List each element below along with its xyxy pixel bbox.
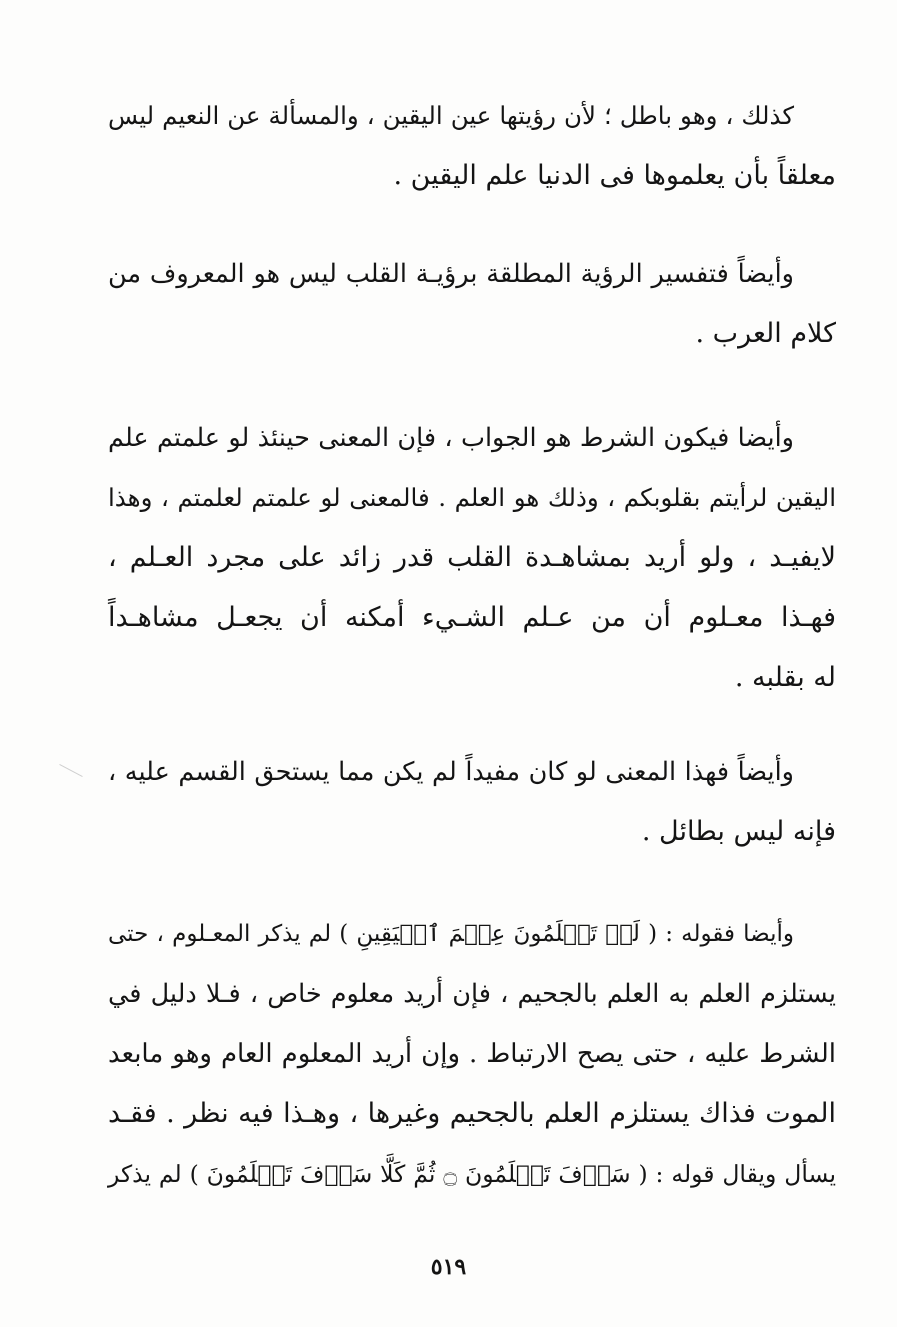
text-line: كلام العرب . — [695, 318, 836, 349]
text-line: فإنه ليس بطائل . — [641, 816, 836, 847]
text-line: لايفيـد ، ولو أريد بمشاهـدة القلب قدر زائد على مجرد العـلم ، — [108, 542, 836, 573]
scan-mark — [59, 764, 82, 777]
paragraph-4 — [108, 742, 836, 862]
paragraph-5 — [108, 904, 836, 1204]
text-line: له بقلبه . — [734, 662, 836, 693]
text-line: الشرط عليه ، حتى يصح الارتباط . وإن أريد المعلوم العام وهو مابعد — [108, 1039, 836, 1069]
text-line: وأيضاً فهذا المعنى لو كان مفيداً لم يكن مما يستحق القسم عليه ، — [108, 757, 794, 787]
text-line: الموت فذاك يستلزم العلم بالجحيم وغيرها ، وهـذا فيه نظر . فقـد — [108, 1098, 836, 1129]
text-line: اليقين لرأيتم بقلوبكم ، وذلك هو العلم . فالمعنى لو علمتم لعلمتم ، وهذا — [108, 483, 836, 512]
text-line: وأيضاً فتفسير الرؤية المطلقة برؤيـة القلب ليس هو المعروف من — [108, 259, 794, 289]
paragraph-1 — [108, 86, 836, 206]
paragraph-3 — [108, 408, 836, 708]
paragraph-2 — [108, 244, 836, 364]
page-number: ٥١٩ — [430, 1254, 467, 1280]
text-line: وأيضا فيكون الشرط هو الجواب ، فإن المعنى حينئذ لو علمتم علم — [108, 423, 794, 453]
text-line: يستلزم العلم به العلم بالجحيم ، فإن أريد معلوم خاص ، فـلا دليل في — [108, 979, 836, 1009]
text-line: وأيضا فقوله : ( لَوۡ تَعۡلَمُونَ عِلۡمَ ٱلۡيَقِينِ ) لم يذكر المعـلوم ، حتى — [108, 921, 794, 947]
text-line: كذلك ، وهو باطل ؛ لأن رؤيتها عين اليقين ، والمسألة عن النعيم ليس — [108, 101, 794, 130]
text-line: يسأل ويقال قوله : ( سَوۡفَ تَعۡلَمُونَ ۝ ثُمَّ كَلَّا سَوۡفَ تَعۡلَمُونَ ) لم يذكر — [108, 1160, 836, 1188]
text-line: فهـذا معـلوم أن من عـلم الشـيء أمكنه أن يجعـل مشاهـداً — [108, 602, 836, 633]
text-line: معلقاً بأن يعلموها فى الدنيا علم اليقين . — [393, 160, 836, 191]
